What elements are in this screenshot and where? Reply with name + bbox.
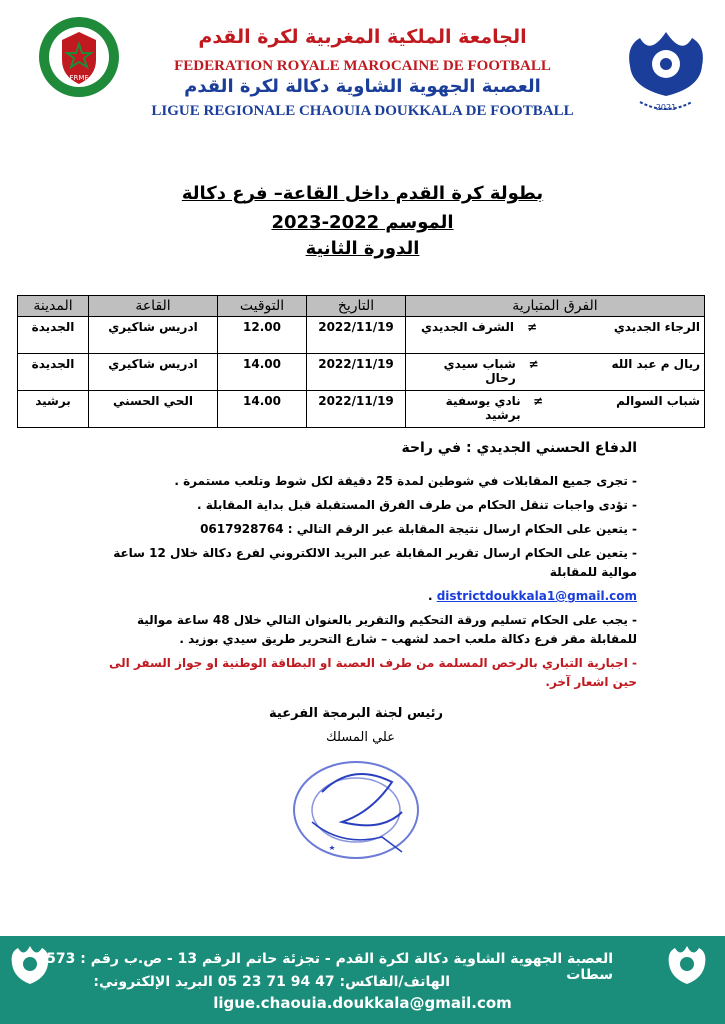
table-header-row [18,296,705,317]
home-team: الرجاء الجديدي [613,320,700,334]
league-logo-year: 2021 [655,103,677,112]
rule-item: - يتعين على الحكام ارسال نتيجة المقابلة عبر الرقم التالي : 0617928764 [200,522,637,536]
hall-cell: ادريس شاكيري [89,354,218,391]
match-schedule-table [17,295,705,428]
rule-item: - تجرى جميع المقابلات في شوطين لمدة 25 دقيقة لكل شوط وتلعب مستمرة . [174,474,637,488]
away-team: الشرف الجديدي [420,320,514,334]
city-cell: برشيد [18,391,89,428]
federation-arabic: الجامعة الملكية المغربية لكرة القدم [198,26,527,48]
signatory-role: رئيس لجنة البرمجة الفرعية [269,706,443,721]
home-team: شباب السوالم [616,394,700,408]
table-row [18,391,705,428]
official-stamp [282,752,430,870]
signatory-name: علي المسلك [326,730,395,745]
home-team: ريال م عبد الله [611,357,700,371]
league-arabic: العصبة الجهوية الشاوية دكالة لكرة القدم [184,76,541,97]
date-cell: 2022/11/19 [307,391,406,428]
versus-sign: ≠ [528,357,539,371]
hall-cell: ادريس شاكيري [89,317,218,354]
footer-address: العصبة الجهوية الشاوية دكالة لكرة القدم - تجزئة حاتم الرقم 13 - ص.ب رقم : 573 - سطات [35,951,613,983]
season-title: الموسم 2022-2023 [271,212,454,233]
teams-cell [406,317,705,354]
federation-french: FEDERATION ROYALE MAROCAINE DE FOOTBALL [174,58,551,74]
rules-list [97,472,637,697]
rule-item: - يجب على الحكام تسليم ورقة التحكيم والتقرير بالعنوان التالي خلال 48 ساعة موالية للمقابلة مقر فرع دكالة ملعب احمد لشهب – شارع التحرير طريق سيدي بوزيد . [136,613,637,646]
footer-email-link[interactable]: ligue.chaouia.doukkala@gmail.com [213,994,512,1012]
away-team: نادي يوسفية برشيد [445,394,521,422]
rule-item: - يتعين على الحكام ارسال تقرير المقابلة عبر البريد الالكتروني لفرع دكالة خلال 12 ساعة موالية للمقابلة [113,546,637,579]
email-suffix: . [427,589,437,603]
header-time: التوقيت [218,296,307,317]
teams-cell [406,354,705,391]
email-rule-item [97,587,637,606]
rest-team-note: الدفاع الحسني الجديدي : في راحة [401,440,637,456]
header-date: التاريخ [307,296,406,317]
footer-phone: الهاتف/الفاكس: 47 94 71 23 05 البريد الإلكتروني: [93,974,450,990]
mandatory-license-rule: - اجبارية التباري بالرخص المسلمة من طرف العصبة او البطاقة الوطنية او جواز السفر الى حين اشعار آخر. [109,656,637,689]
away-team: شباب سيدي رحال [443,357,516,385]
date-cell: 2022/11/19 [307,354,406,391]
table-row [18,317,705,354]
footer-league-logo-right [665,944,709,990]
hall-cell: الحي الحسني [89,391,218,428]
round-title: الدورة الثانية [305,238,420,259]
header-hall: القاعة [89,296,218,317]
time-cell: 14.00 [218,354,307,391]
time-cell: 14.00 [218,391,307,428]
versus-sign: ≠ [526,320,538,334]
frmf-logo-text: FRMF [69,74,89,82]
header-city: المدينة [18,296,89,317]
time-cell: 12.00 [218,317,307,354]
teams-cell [406,391,705,428]
header-teams: الفرق المتبارية [406,296,705,317]
table-row [18,354,705,391]
date-cell: 2022/11/19 [307,317,406,354]
rule-item: - تؤدى واجبات تنقل الحكام من طرف الفرق المستقبلة قبل بداية المقابلة . [197,498,637,512]
city-cell: الجديدة [18,317,89,354]
versus-sign: ≠ [532,394,544,408]
document-title: بطولة كرة القدم داخل القاعة– فرع دكالة [181,183,544,204]
district-email-link[interactable]: districtdoukkala1@gmail.com [436,589,637,603]
city-cell: الجديدة [18,354,89,391]
league-french: LIGUE REGIONALE CHAOUIA DOUKKALA DE FOOTBALL [151,103,574,119]
